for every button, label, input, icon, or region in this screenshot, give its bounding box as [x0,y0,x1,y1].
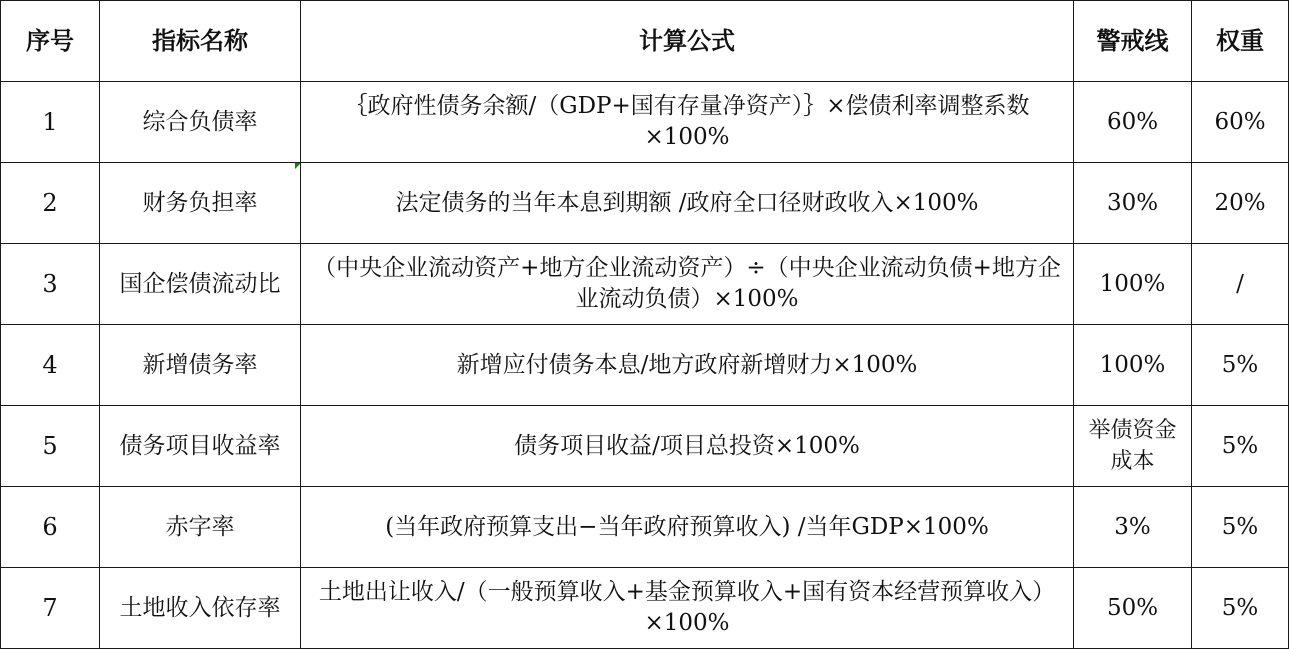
cell-index: 3 [1,244,100,325]
table-row [1,568,1289,649]
cell-weight: 5% [1192,568,1289,649]
header-index: 序号 [1,1,100,82]
table-row [1,244,1289,325]
cell-index: 7 [1,568,100,649]
header-threshold: 警戒线 [1074,1,1192,82]
header-name: 指标名称 [100,1,301,82]
cell-formula: 法定债务的当年本息到期额 /政府全口径财政收入×100% [301,163,1074,244]
cell-weight: 5% [1192,487,1289,568]
cell-name: 财务负担率 [100,163,301,244]
header-formula: 计算公式 [301,1,1074,82]
header-weight: 权重 [1192,1,1289,82]
cell-index: 6 [1,487,100,568]
cell-threshold: 50% [1074,568,1192,649]
cell-weight: 20% [1192,163,1289,244]
cell-formula: 新增应付债务本息/地方政府新增财力×100% [301,325,1074,406]
table-row [1,487,1289,568]
cell-name: 新增债务率 [100,325,301,406]
cell-index: 5 [1,406,100,487]
cell-weight: 60% [1192,82,1289,163]
cell-index: 1 [1,82,100,163]
cell-index: 4 [1,325,100,406]
table-row [1,325,1289,406]
cell-formula: 土地出让收入/（一般预算收入+基金预算收入+国有资本经营预算收入）×100% [301,568,1074,649]
cell-name: 国企偿债流动比 [100,244,301,325]
cell-threshold: 100% [1074,325,1192,406]
cell-formula: (当年政府预算支出−当年政府预算收入) /当年GDP×100% [301,487,1074,568]
cell-formula: （中央企业流动资产+地方企业流动资产）÷（中央企业流动负债+地方企业流动负债）×100% [301,244,1074,325]
cell-threshold: 3% [1074,487,1192,568]
table-row [1,82,1289,163]
cell-weight: / [1192,244,1289,325]
cell-name: 债务项目收益率 [100,406,301,487]
header-row [1,1,1289,82]
cell-threshold: 举债资金成本 [1074,406,1192,487]
table-row [1,406,1289,487]
table-row [1,163,1289,244]
cell-threshold: 100% [1074,244,1192,325]
cell-weight: 5% [1192,406,1289,487]
cell-formula: 债务项目收益/项目总投资×100% [301,406,1074,487]
cell-name: 赤字率 [100,487,301,568]
cell-index: 2 [1,163,100,244]
cell-formula: ｛政府性债务余额/（GDP+国有存量净资产）｝×偿债利率调整系数×100% [301,82,1074,163]
cell-threshold: 30% [1074,163,1192,244]
cell-name: 土地收入依存率 [100,568,301,649]
cell-threshold: 60% [1074,82,1192,163]
cell-name: 综合负债率 [100,82,301,163]
cell-weight: 5% [1192,325,1289,406]
